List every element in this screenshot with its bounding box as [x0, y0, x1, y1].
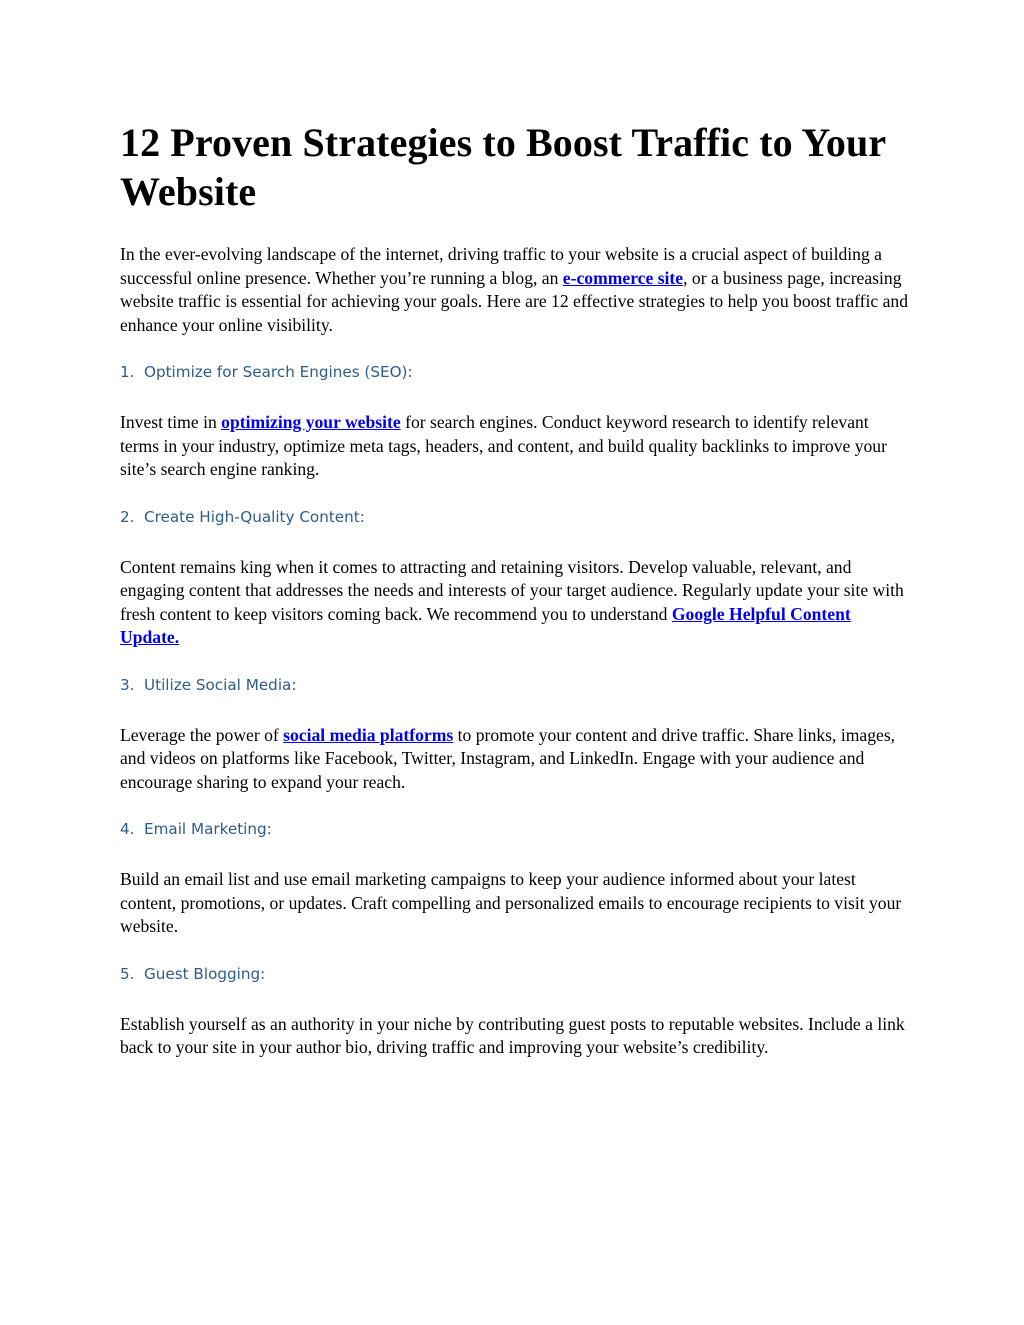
intro-text-before: In the ever-evolving landscape of the internet, driving traffic to your website is a crucial aspect of building a successful online presence. Whether you’re running a blog, an — [120, 244, 882, 288]
section-5-heading — [120, 964, 910, 984]
section-1-text-before: Invest time in — [120, 412, 222, 432]
section-1-text-after: for search engines. Conduct keyword research to identify relevant terms in your industry, optimize meta tags, headers, and content, and build quality backlinks to improve your site’s search engine ranking. — [120, 412, 887, 479]
section-3-text-after: to promote your content and drive traffic. Share links, images, and videos on platforms like Facebook, Twitter, Instagram, and LinkedIn. Engage with your audience and encourage sharing to expand your reach. — [120, 724, 896, 792]
section-2-title: Create High-Quality Content: — [144, 507, 365, 526]
section-4-title: Email Marketing: — [144, 820, 272, 838]
ecommerce-site-link[interactable]: e-commerce site — [562, 267, 684, 288]
document-page — [120, 118, 910, 1060]
section-4-heading — [120, 819, 910, 839]
section-2-text-before: Content remains king when it comes to attracting and retaining visitors. Develop valuable, relevant, and engaging content that addresses the needs and interests of your target audience. Regularly update your site with fresh content to keep visitors coming back. We recommend you to understand — [120, 556, 904, 624]
section-2-number: 2. — [120, 507, 135, 526]
section-3-text-before: Leverage the power of — [120, 724, 284, 745]
section-3-number: 3. — [120, 675, 135, 694]
google-helpful-content-link[interactable]: Google Helpful Content Update. — [120, 603, 851, 647]
section-3-heading — [120, 675, 910, 695]
section-2-paragraph — [120, 556, 910, 650]
section-2-heading — [120, 507, 910, 527]
section-5-paragraph: Establish yourself as an authority in your niche by contributing guest posts to reputable websites. Include a link back to your site in your author bio, driving traffic and improving your website’s credibility. — [120, 1013, 905, 1057]
optimizing-website-link[interactable]: optimizing your website — [221, 412, 401, 432]
section-3-title: Utilize Social Media: — [144, 675, 297, 694]
intro-text-after: , or a business page, increasing website traffic is essential for achieving your goals. Here are 12 effective strategies to help you boost traffic and enhance your online visibility. — [120, 267, 909, 335]
section-5-number: 5. — [120, 964, 135, 983]
section-1-heading — [120, 362, 910, 382]
section-3-paragraph — [120, 724, 910, 795]
page-title: 12 Proven Strategies to Boost Traffic to Your Website — [120, 120, 886, 214]
section-5-title: Guest Blogging: — [144, 964, 266, 983]
social-media-platforms-link[interactable]: social media platforms — [283, 724, 454, 745]
section-1-title: Optimize for Search Engines (SEO): — [144, 363, 413, 381]
section-1-number: 1. — [120, 363, 135, 381]
section-4-paragraph: Build an email list and use email marketing campaigns to keep your audience informed about your latest content, promotions, or updates. Craft compelling and personalized emails to encourage recipients to visit your website. — [120, 869, 902, 936]
section-1-paragraph — [120, 411, 910, 482]
section-4-number: 4. — [120, 820, 135, 838]
intro-paragraph — [120, 243, 910, 337]
